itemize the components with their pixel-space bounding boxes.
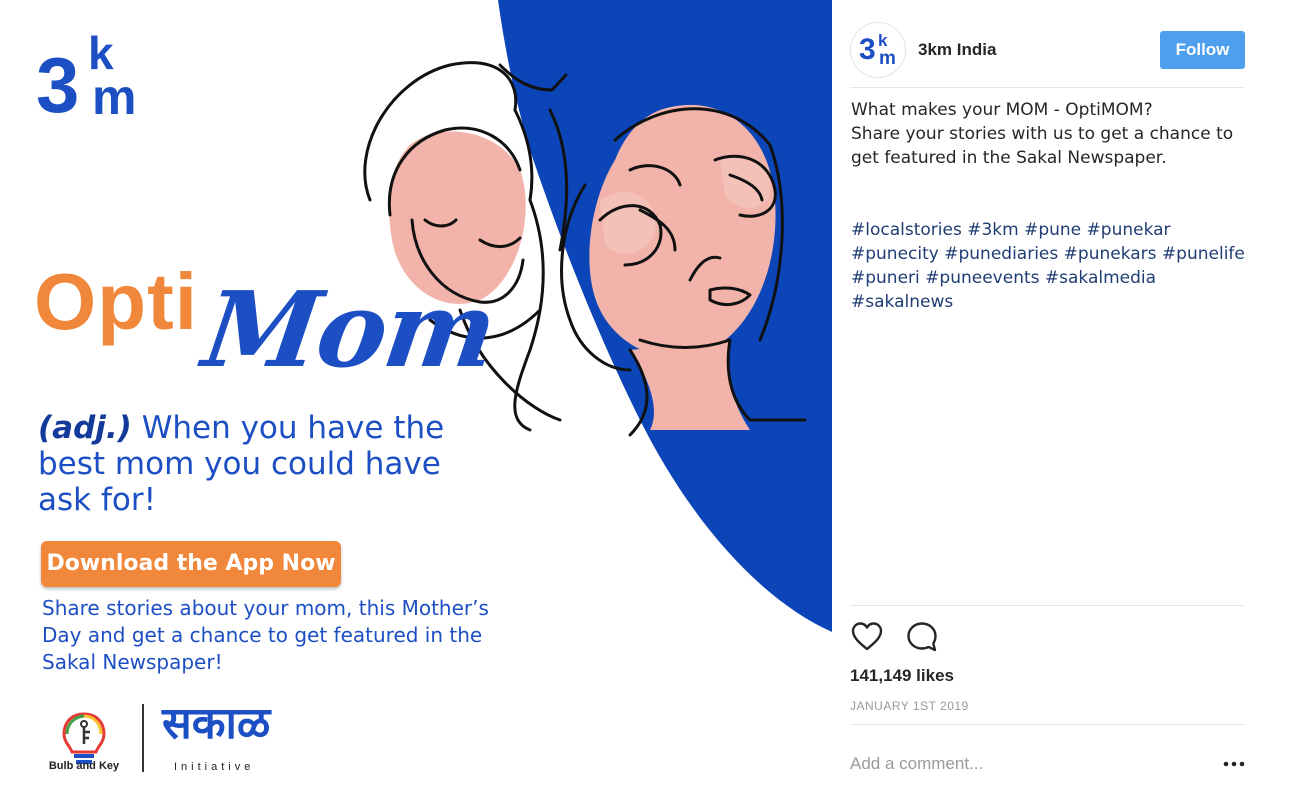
post-sidebar: [832, 0, 1300, 800]
avatar-m: m: [879, 48, 896, 69]
hashtag[interactable]: #localstories: [851, 220, 962, 240]
hashtag[interactable]: #3km: [967, 220, 1019, 240]
actions-divider: [850, 605, 1244, 606]
caption-line-1: What makes your MOM - OptiMOM?: [851, 100, 1153, 120]
download-app-button[interactable]: Download the App Now: [41, 541, 341, 587]
like-count[interactable]: 141,149 likes: [850, 666, 954, 685]
hashtag-list: [851, 218, 1251, 314]
hashtag[interactable]: #punediaries: [944, 244, 1059, 264]
post-date: JANUARY 1ST 2019: [850, 699, 969, 713]
sakal-logo: सकाळ: [162, 698, 271, 749]
3km-logo: [36, 28, 146, 128]
comment-divider: [850, 724, 1244, 725]
bulb-and-key-caption: Bulb and Key: [48, 760, 120, 772]
hashtag[interactable]: #punekar: [1086, 220, 1171, 240]
header-divider: [850, 87, 1244, 88]
avatar-k: k: [878, 31, 888, 50]
hashtag[interactable]: #puneevents: [925, 268, 1040, 288]
avatar-digit: 3: [859, 33, 874, 66]
more-horizontal-icon[interactable]: [1222, 754, 1246, 774]
partner-divider: [142, 704, 144, 772]
account-name[interactable]: 3km India: [918, 40, 997, 59]
hashtag[interactable]: #sakalmedia: [1044, 268, 1157, 288]
heart-icon[interactable]: [850, 620, 884, 654]
headline-opti: Opti: [34, 257, 198, 346]
comment-bubble-icon[interactable]: [905, 620, 939, 654]
post-caption: [851, 98, 1251, 170]
hashtag[interactable]: #sakalnews: [851, 292, 954, 312]
avatar[interactable]: [850, 22, 906, 78]
logo-k: k: [88, 27, 114, 79]
definition-body: When you have the best mom you could have ask for!: [38, 410, 445, 518]
logo-digit: 3: [36, 41, 76, 129]
hashtag[interactable]: #punekars: [1063, 244, 1157, 264]
sakal-initiative-caption: Initiative: [174, 761, 255, 773]
caption-line-2: Share your stories with us to get a chance to get featured in the Sakal Newspaper.: [851, 124, 1234, 168]
definition-adj: (adj.): [38, 410, 132, 446]
definition-text: [38, 410, 478, 518]
headline-mom: Mom: [196, 268, 503, 391]
hashtag[interactable]: #pune: [1024, 220, 1082, 240]
logo-m: m: [92, 69, 137, 125]
hashtag[interactable]: #puneri: [851, 268, 920, 288]
comment-input[interactable]: [850, 752, 1190, 776]
follow-button[interactable]: Follow: [1160, 31, 1245, 69]
hashtag[interactable]: #punelife: [1161, 244, 1245, 264]
share-stories-text: Share stories about your mom, this Mother’s Day and get a chance to get featured in the Sakal Newspaper!: [42, 596, 489, 674]
post-header: [850, 22, 1244, 80]
hashtag[interactable]: #punecity: [851, 244, 939, 264]
